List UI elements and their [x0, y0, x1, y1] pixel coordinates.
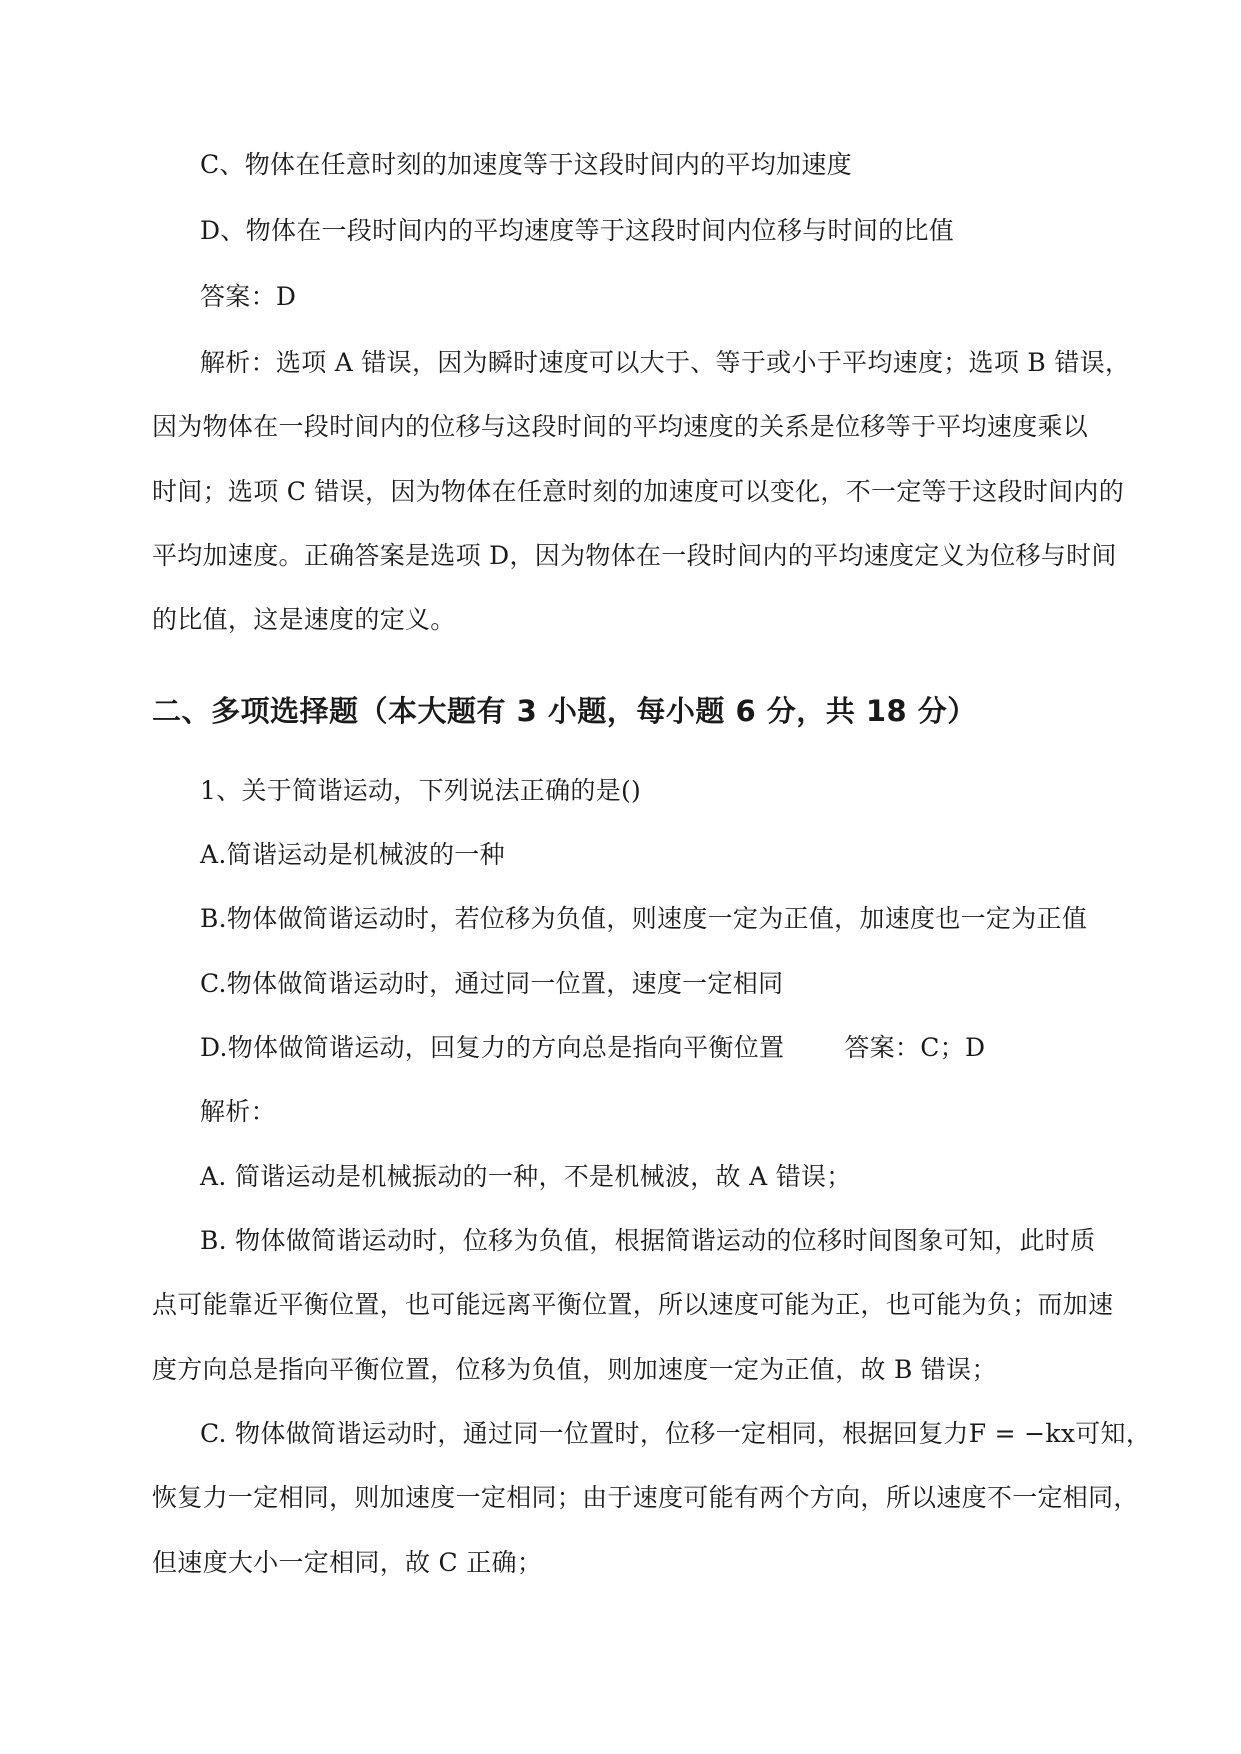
q1-answer: 答案：C；D — [844, 1033, 986, 1062]
q1-analysis-b-line-3: 度方向总是指向平衡位置，位移为负值，则加速度一定为正值，故 B 错误； — [152, 1355, 997, 1384]
section-heading: 二、多项选择题（本大题有 3 小题，每小题 6 分，共 18 分） — [152, 694, 977, 728]
q1-option-c: C.物体做简谐运动时，通过同一位置，速度一定相同 — [200, 969, 784, 998]
q1-analysis-c-line-1: C. 物体做简谐运动时，通过同一位置时，位移一定相同，根据回复力F = −kx可知， — [200, 1419, 1152, 1448]
q1-option-a: A.简谐运动是机械波的一种 — [200, 840, 505, 869]
q1-analysis-c-line-3: 但速度大小一定相同，故 C 正确； — [152, 1548, 543, 1577]
q1-analysis-label: 解析： — [200, 1097, 276, 1126]
prev-analysis-line-2: 因为物体在一段时间内的位移与这段时间的平均速度的关系是位移等于平均速度乘以 — [152, 412, 1089, 441]
q1-stem: 1、关于简谐运动，下列说法正确的是() — [200, 776, 642, 805]
q1-option-b: B.物体做简谐运动时，若位移为负值，则速度一定为正值，加速度也一定为正值 — [200, 904, 1088, 933]
prev-option-c: C、物体在任意时刻的加速度等于这段时间内的平均加速度 — [200, 150, 852, 179]
prev-option-d: D、物体在一段时间内的平均速度等于这段时间内位移与时间的比值 — [200, 216, 955, 245]
prev-analysis-line-3: 时间；选项 C 错误，因为物体在任意时刻的加速度可以变化，不一定等于这段时间内的 — [152, 477, 1125, 506]
prev-analysis-line-5: 的比值，这是速度的定义。 — [152, 605, 456, 634]
prev-analysis-line-1: 解析：选项 A 错误，因为瞬时速度可以大于、等于或小于平均速度；选项 B 错误， — [200, 348, 1131, 377]
q1-analysis-b-line-1: B. 物体做简谐运动时，位移为负值，根据简谐运动的位移时间图象可知，此时质 — [200, 1226, 1096, 1255]
q1-analysis-c-line-2: 恢复力一定相同，则加速度一定相同；由于速度可能有两个方向，所以速度不一定相同， — [152, 1483, 1139, 1512]
q1-option-d-row — [200, 1031, 985, 1065]
prev-answer: 答案：D — [200, 282, 297, 311]
q1-option-d: D.物体做简谐运动，回复力的方向总是指向平衡位置 — [200, 1033, 785, 1062]
prev-analysis-line-4: 平均加速度。正确答案是选项 D，因为物体在一段时间内的平均速度定义为位移与时间 — [152, 541, 1117, 570]
q1-analysis-a: A. 简谐运动是机械振动的一种，不是机械波，故 A 错误； — [200, 1162, 852, 1191]
q1-analysis-b-line-2: 点可能靠近平衡位置，也可能远离平衡位置，所以速度可能为正，也可能为负；而加速 — [152, 1290, 1114, 1319]
